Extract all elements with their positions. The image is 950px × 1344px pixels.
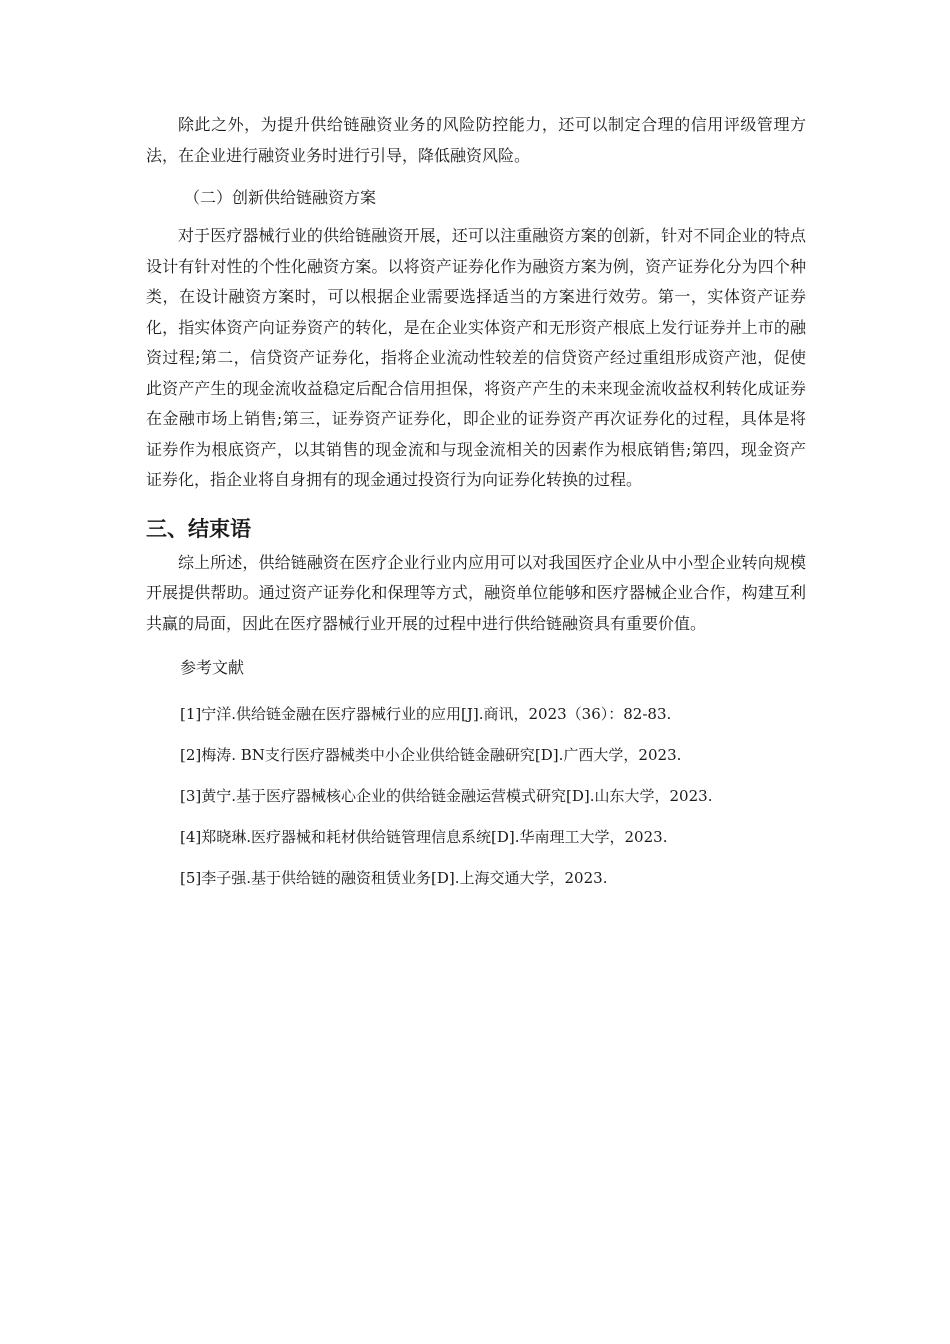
subsection-heading: （二）创新供给链融资方案 [184, 188, 377, 207]
references-heading: 参考文献 [180, 658, 245, 677]
reference-item-1: [1]宁洋.供给链金融在医疗器械行业的应用[J].商讯，2023（36）：82-83. [180, 705, 672, 723]
section-title-conclusion: 三、结束语 [146, 516, 251, 541]
document-page [146, 110, 806, 888]
paragraph-conclusion: 综上所述，供给链融资在医疗企业行业内应用可以对我国医疗企业从中小型企业转向规模开展提供帮助。通过资产证券化和保理等方式，融资单位能够和医疗器械企业合作，构建互利共赢的局面，因此在医疗器械行业开展的过程中进行供给链融资具有重要价值。 [146, 552, 806, 633]
paragraph-risk-control: 除此之外，为提升供给链融资业务的风险防控能力，还可以制定合理的信用评级管理方法，在企业进行融资业务时进行引导，降低融资风险。 [146, 115, 806, 165]
reference-item-4: [4]郑晓琳.医疗器械和耗材供给链管理信息系统[D].华南理工大学，2023. [180, 828, 668, 846]
paragraph-financing-scheme: 对于医疗器械行业的供给链融资开展，还可以注重融资方案的创新，针对不同企业的特点设计有针对性的个性化融资方案。以将资产证券化作为融资方案为例，资产证券化分为四个种类，在设计融资方案时，可以根据企业需要选择适当的方案进行效劳。第一，实体资产证券化，指实体资产向证券资产的转化，是在企业实体资产和无形资产根底上发行证券并上市的融资过程;第二，信贷资产证券化，指将企业流动性较差的信贷资产经过重组形成资产池，促使此资产产生的现金流收益稳定后配合信用担保，将资产产生的未来现金流收益权利转化成证券在金融市场上销售;第三，证券资产证券化，即企业的证券资产再次证券化的过程，具体是将证券作为根底资产，以其销售的现金流和与现金流相关的因素作为根底销售;第四，现金资产证券化，指企业将自身拥有的现金通过投资行为向证券化转换的过程。 [146, 226, 806, 489]
reference-item-5: [5]李子强.基于供给链的融资租赁业务[D].上海交通大学，2023. [180, 869, 608, 887]
references-list [146, 704, 806, 888]
reference-item-3: [3]黄宁.基于医疗器械核心企业的供给链金融运营模式研究[D].山东大学，2023. [180, 787, 713, 805]
reference-item-2: [2]梅涛. BN支行医疗器械类中小企业供给链金融研究[D].广西大学，2023. [180, 746, 682, 764]
